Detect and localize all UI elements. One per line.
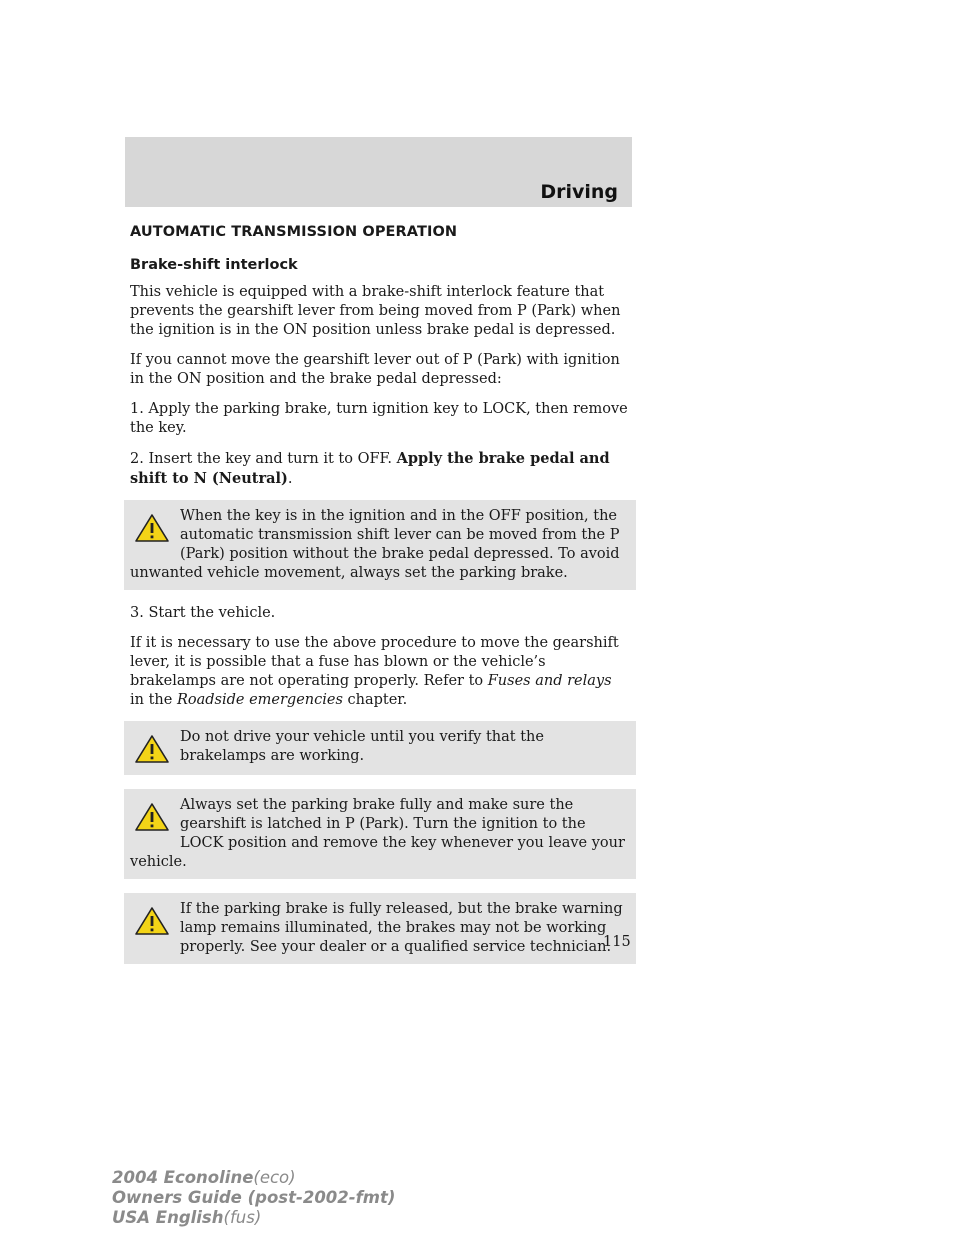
document-footer — [112, 1168, 395, 1228]
paragraph-step-3: 3. Start the vehicle. — [130, 605, 276, 621]
warning-text: When the key is in the ignition and in the OFF position, the automatic transmission shift lever can be moved from the P (Park) position without the brake pedal depressed. To avoid unwanted vehicle movement, always set the parking brake. — [130, 508, 620, 581]
footer-line-1 — [112, 1168, 395, 1188]
sub-heading: Brake-shift interlock — [130, 257, 298, 273]
paragraph-step-2 — [130, 449, 630, 489]
section-heading: AUTOMATIC TRANSMISSION OPERATION — [130, 224, 458, 240]
header-band — [125, 137, 632, 207]
reference-fuses-and-relays: Fuses and relays — [487, 673, 612, 689]
reference-roadside-emergencies: Roadside emergencies — [176, 692, 343, 708]
warning-triangle-icon — [134, 802, 170, 832]
paragraph-step-1: 1. Apply the parking brake, turn ignition key to LOCK, then remove the key. — [130, 401, 628, 436]
warning-triangle-icon — [134, 906, 170, 936]
paragraph-intro: This vehicle is equipped with a brake-shift interlock feature that prevents the gearshift lever from being moved from P (Park) when the ignition is in the ON position unless brake pedal is depressed. — [130, 284, 621, 338]
footer-language: USA English — [112, 1208, 224, 1227]
warning-triangle-icon — [134, 734, 170, 764]
warning-box — [124, 721, 636, 775]
step-2-end: . — [287, 471, 293, 487]
footer-guide: Owners Guide (post-2002-fmt) — [112, 1188, 396, 1207]
warning-text: Always set the parking brake fully and make sure the gearshift is latched in P (Park). Turn the ignition to the LOCK position and remove the key whenever you leave your vehicle. — [130, 797, 625, 870]
footer-line-3 — [112, 1208, 395, 1228]
footer-model-code: (eco) — [253, 1168, 296, 1187]
necessary-text-a: If it is necessary to use the above procedure to move the gearshift lever, it is possible that a fuse has blown or the vehicle’s brakelamps are not operating properly. Refer to — [130, 635, 619, 689]
section-title: Driving — [540, 181, 618, 203]
warning-triangle-icon — [134, 513, 170, 543]
warning-box — [124, 893, 636, 964]
footer-line-2 — [112, 1188, 395, 1208]
warning-text: Do not drive your vehicle until you verify that the brakelamps are working. — [180, 729, 544, 764]
step-2-bold-text: Apply the brake pedal and shift to N (Neutral) — [130, 450, 610, 487]
paragraph-if-cannot: If you cannot move the gearshift lever out of P (Park) with ignition in the ON position and the brake pedal depressed: — [130, 352, 620, 387]
warning-box — [124, 789, 636, 879]
page-number: 115 — [603, 934, 631, 950]
footer-language-code: (fus) — [223, 1208, 262, 1227]
page-content — [130, 220, 630, 978]
paragraph-necessary — [130, 634, 630, 710]
necessary-text-c: chapter. — [342, 692, 408, 708]
warning-text: If the parking brake is fully released, but the brake warning lamp remains illuminated, the brakes may not be working properly. See your dealer or a qualified service technician. — [180, 901, 623, 955]
step-2-text: 2. Insert the key and turn it to OFF. — [130, 451, 397, 467]
necessary-text-b: in the — [130, 692, 177, 708]
footer-model: 2004 Econoline — [112, 1168, 254, 1187]
warning-box — [124, 500, 636, 590]
